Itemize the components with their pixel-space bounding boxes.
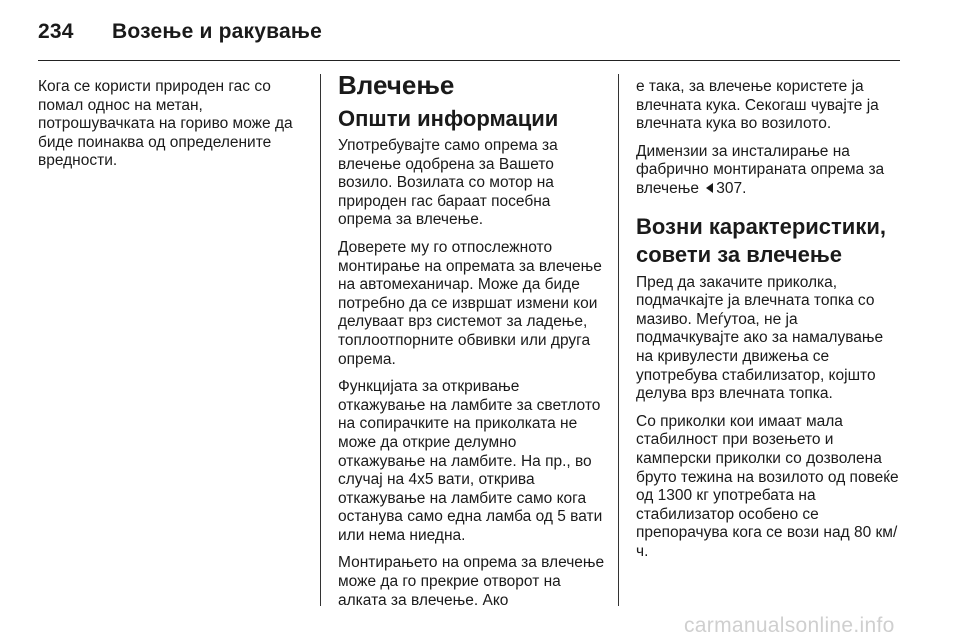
column-divider (618, 74, 619, 606)
arrow-left-triangle-icon (706, 183, 713, 193)
column-3 (636, 78, 904, 570)
page-number: 234 (38, 20, 74, 43)
paragraph-text: Димензии за инсталирање на фабрично монтираната опрема за влечење (636, 142, 885, 197)
watermark: carmanualsonline.info (684, 614, 895, 637)
column-2 (338, 70, 606, 619)
section-heading: Возни карактеристики, совети за влечење (636, 213, 886, 267)
paragraph: Доверете му го отпослежното монтирање на опремата за влечење на автомеханичар. Може да биде потребно да се извршат измени кои делуваат врз системот за ладење, топлоотпорните обвивки или друга опрема. (338, 238, 602, 368)
paragraph: Функцијата за откривање откажување на ламбите за светлото на сопирачките на приколката не може да открие делумно откажување на ламбите. На пр., во случај на 4x5 вати, открива откажување на ламбите само кога останува само една ламба од 5 вати или нема ниедна. (338, 378, 603, 544)
column-1 (38, 78, 300, 180)
paragraph: Кога се користи природен гас со помал однос на метан, потрошувачката на гориво може да биде поинаква од определените вредности. (38, 78, 293, 170)
page-reference[interactable]: 307. (716, 179, 747, 197)
paragraph: Монтирањето на опрема за влечење може да го прекрие отворот на алката за влечење. Ако (338, 554, 605, 609)
section-heading: Влечење (338, 70, 455, 100)
paragraph: е така, за влечење користете ја влечната кука. Секогаш чувајте ја влечната кука во возилото. (636, 78, 879, 133)
column-divider (320, 74, 321, 606)
paragraph-with-reference (636, 143, 904, 199)
page-header (38, 14, 900, 61)
paragraph: Употребувајте само опрема за влечење одобрена за Вашето возило. Возилата со мотор на природен гас бараат посебна опрема за влечење. (338, 137, 558, 229)
paragraph: Пред да закачите приколка, подмачкајте ја влечната топка со мазиво. Меѓутоа, не ја подмачкувајте ако за намалување на кривулести движења се употребува стабилизатор, којшто делува врз влечната топка. (636, 273, 884, 403)
paragraph: Со приколки кои имаат мала стабилност при возењето и камперски приколки со дозволена бруто тежина на возилото од повеќе од 1300 кг употребата на стабилизатор особено се препорачува кога се вози над 80 км/ч. (636, 412, 899, 560)
subsection-heading: Општи информации (338, 106, 559, 131)
chapter-title: Возење и ракување (112, 20, 322, 43)
